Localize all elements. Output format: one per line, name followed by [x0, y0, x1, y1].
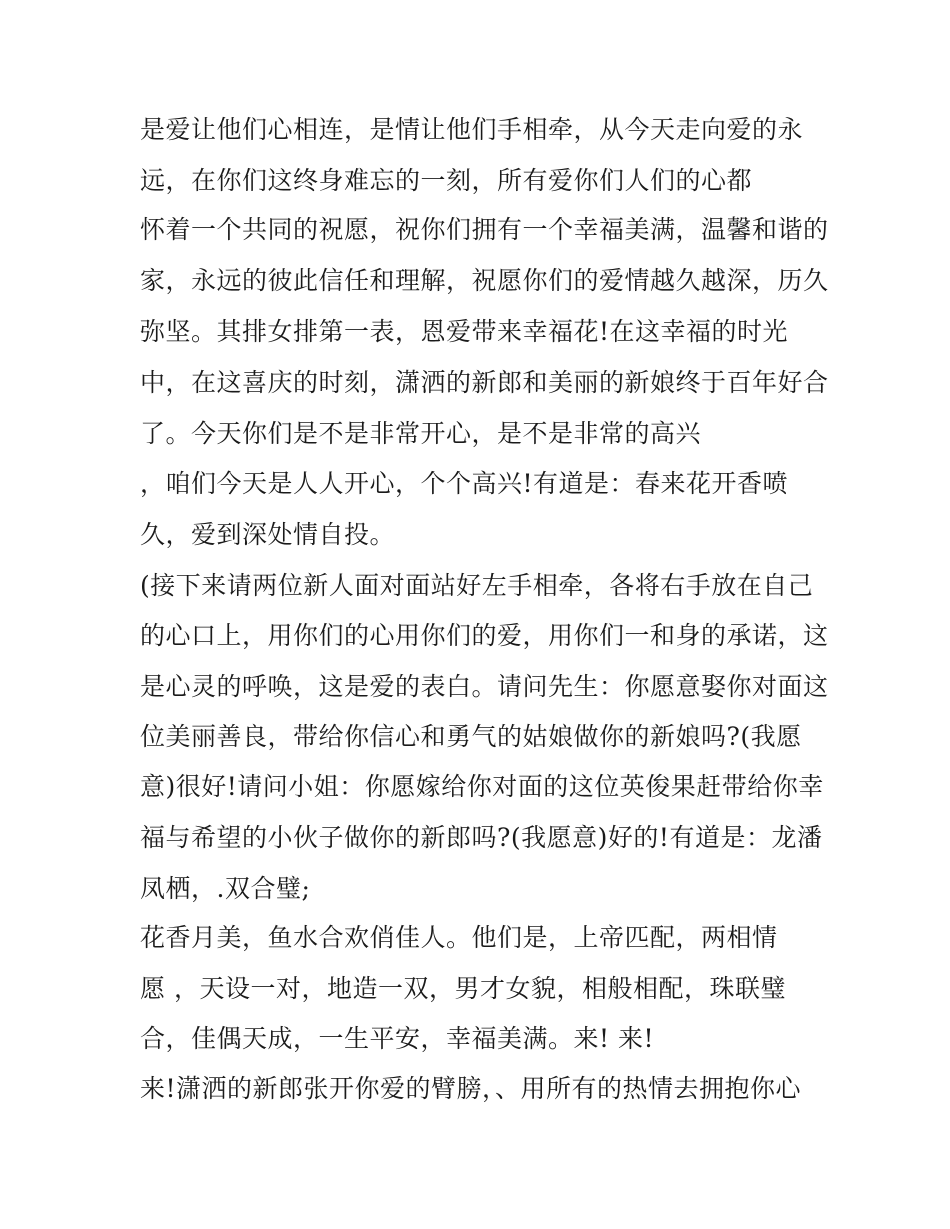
text-line: 家，永远的彼此信任和理解，祝愿你们的爱情越久越深，历久: [140, 266, 829, 295]
text-line: 位美丽善良，带给你信心和勇气的姑娘做你的新娘吗?(我愿: [140, 722, 802, 751]
text-line: 是爱让他们心相连，是情让他们手相牵，从今天走向爱的永: [140, 115, 804, 144]
text-line: 了。今天你们是不是非常开心，是不是非常的高兴: [140, 419, 702, 448]
text-line: 花香月美，鱼水合欢俏佳人。他们是，上帝匹配，两相情: [140, 923, 778, 952]
text-line: ，咱们今天是人人开心，个个高兴!有道是：春来花开香喷: [140, 469, 789, 498]
text-line: (接下来请两位新人面对面站好左手相牵，各将右手放在自己: [140, 571, 814, 600]
text-line: 来!潇洒的新郎张开你爱的臂膀，、用所有的热情去拥抱你心: [140, 1074, 802, 1103]
text-line: 远，在你们这终身难忘的一刻，所有爱你们人们的心都: [140, 166, 753, 195]
text-line: 凤栖，.双合璧;: [140, 874, 311, 903]
text-line: 的心口上，用你们的心用你们的爱，用你们一和身的承诺，这: [140, 621, 829, 650]
text-line: 福与希望的小伙子做你的新郎吗?(我愿意)好的!有道是：龙潘: [140, 823, 823, 852]
text-line: 是心灵的呼唤，这是爱的表白。请问先生：你愿意娶你对面这: [140, 672, 829, 701]
text-line: 怀着一个共同的祝愿，祝你们拥有一个幸福美满，温馨和谐的: [140, 215, 829, 244]
text-line: 意)很好!请问小姐：你愿嫁给你对面的这位英俊果赶带给你幸: [140, 772, 824, 801]
text-line: 中，在这喜庆的时刻，潇洒的新郎和美丽的新娘终于百年好合: [140, 368, 829, 397]
text-line: 弥坚。其排女排第一表，恩爱带来幸福花!在这幸福的时光: [140, 317, 789, 346]
text-line: 愿 ，天设一对，地造一双，男才女貌，相般相配，珠联璧: [140, 974, 786, 1003]
text-line: 合，佳偶天成，一生平安，幸福美满。来! 来!: [140, 1024, 655, 1053]
text-line: 久，爱到深处情自投。: [140, 520, 396, 549]
